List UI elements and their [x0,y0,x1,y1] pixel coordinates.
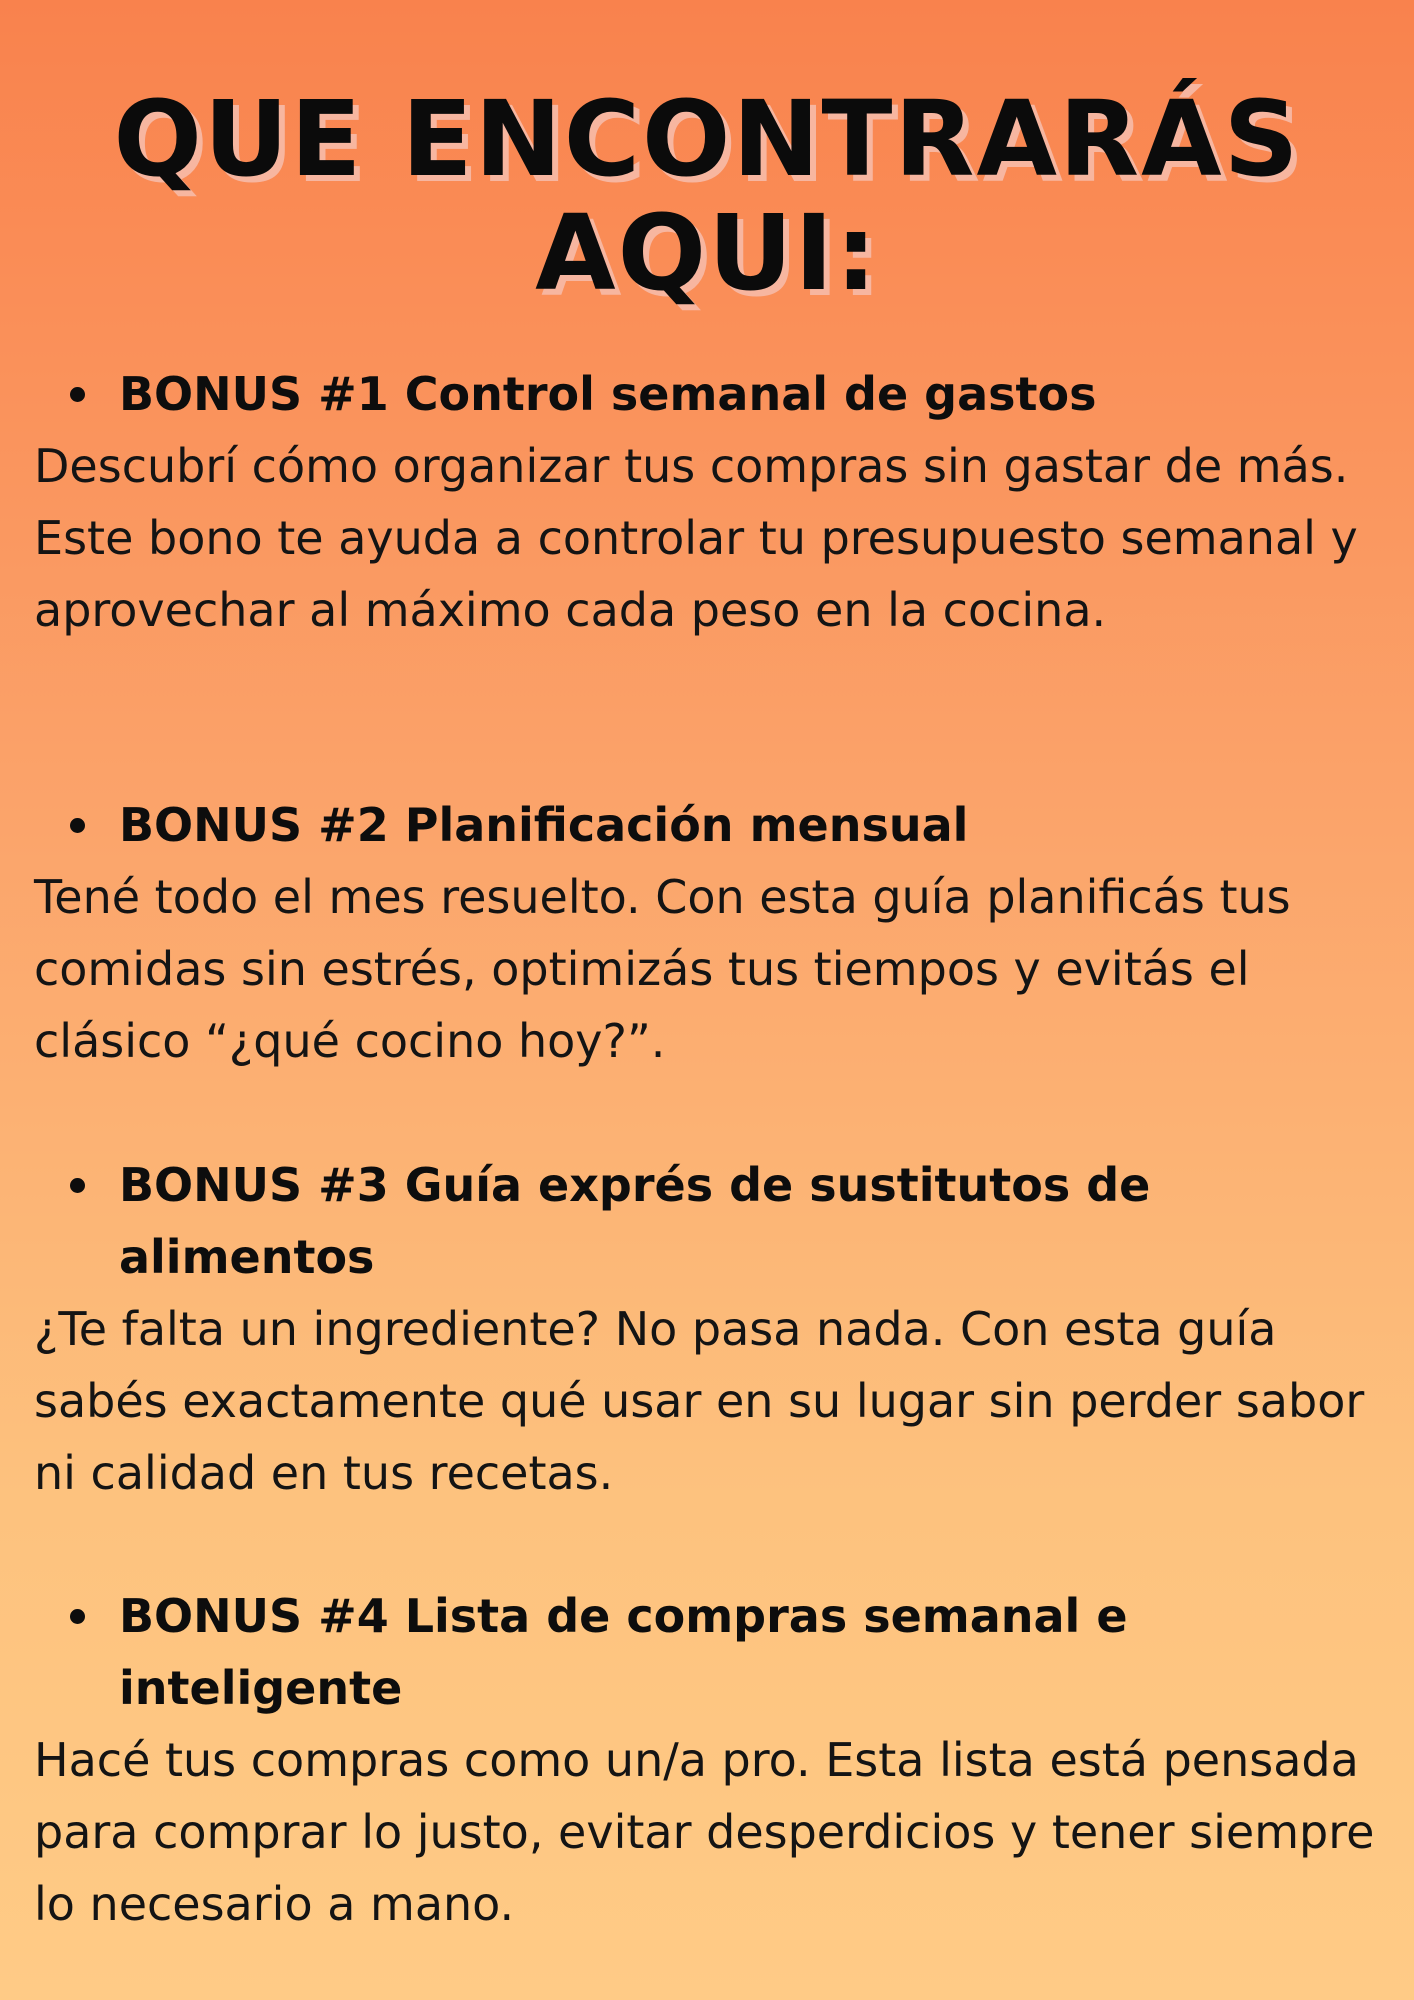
bonus-item-2 [34,789,1384,1077]
bullet-icon [70,387,85,402]
bonus-heading-text: BONUS #3 Guía exprés de sustitutos de alimentos [119,1158,1151,1284]
bonus-description: Descubrí cómo organizar tus compras sin gastar de más. Este bono te ayuda a controlar tu presupuesto semanal y aprovechar al máximo cada peso en la cocina. [34,439,1358,637]
bonus-item-4 [34,1580,1384,1940]
bonus-heading [34,358,1384,430]
bonus-heading-text: BONUS #4 Lista de compras semanal e inteligente [119,1589,1128,1715]
bonus-heading-text: BONUS #2 Planificación mensual [119,798,969,852]
bonus-heading [34,789,1384,861]
bullet-icon [70,818,85,833]
page-title-line-1: QUE ENCONTRARÁS [113,78,1301,200]
bonus-description: Hacé tus compras como un/a pro. Esta lista está pensada para comprar lo justo, evitar desperdicios y tener siempre lo necesario a mano. [34,1733,1375,1931]
bonus-item-3 [34,1149,1384,1509]
bullet-icon [70,1609,85,1624]
page-title [0,78,1414,314]
bullet-icon [70,1178,85,1193]
bonus-item-1 [34,358,1384,646]
bonus-description: ¿Te falta un ingrediente? No pasa nada. Con esta guía sabés exactamente qué usar en su lugar sin perder sabor ni calidad en tus recetas. [34,1302,1365,1500]
bonus-heading-text: BONUS #1 Control semanal de gastos [119,367,1097,421]
bonus-heading [34,1149,1384,1293]
bonus-heading [34,1580,1384,1724]
bonus-description: Tené todo el mes resuelto. Con esta guía planificás tus comidas sin estrés, optimizás tus tiempos y evitás el clásico “¿qué cocino hoy?”. [34,870,1291,1068]
page-title-line-2: AQUI: [535,192,879,314]
